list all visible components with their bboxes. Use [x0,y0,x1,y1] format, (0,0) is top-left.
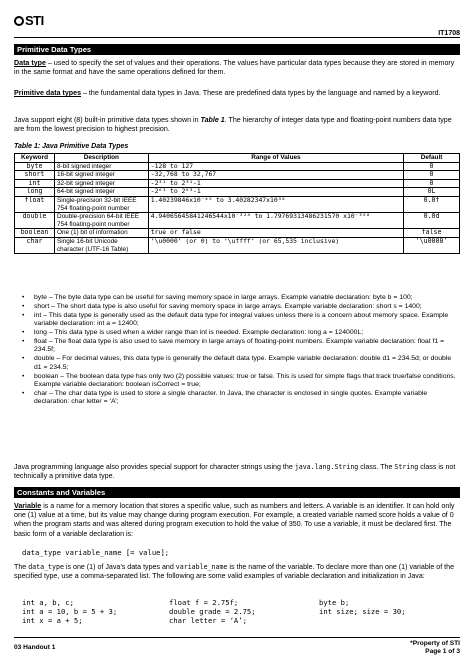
cell-default: 0 [404,171,460,180]
cell-keyword: byte [15,162,55,171]
declaration-syntax: data_type variable_name [= value]; [22,548,170,557]
text-decl-b: is one (1) of Java’s data types and [63,563,176,571]
page-number: Page 1 of 3 [425,648,460,655]
section-title-primitive: Primitive Data Types [14,44,460,55]
example-cell: double grade = 2.75; [169,607,256,616]
code-variable-name: variable_name [175,563,228,571]
text-data-type: – used to specify the set of values and their operations. The values have particular data types because they are stored in memory in the same format and have the same operations defined for them. [14,59,455,77]
text-decl-a: The [14,563,29,571]
cell-range: -2³¹ to 2³¹-1 [148,179,403,188]
declaration-examples [22,598,462,625]
cell-range: -32,768 to 32,767 [148,171,403,180]
handout-label: 03 Handout 1 [14,644,56,651]
list-item: • long – This data type is used when a wider range than int is needed. Example declaration: long a = 124000L; [22,329,460,337]
cell-description: 64-bit signed integer [54,188,148,197]
code-string: String [394,463,419,471]
table-caption: Table 1: Java Primitive Data Types [14,143,129,150]
example-cell: int a = 10, b = 5 + 3; [22,607,118,616]
example-cell: int a, b, c; [22,598,74,607]
table-row [15,237,460,253]
cell-description: 16-bit signed integer [54,171,148,180]
cell-default: 0.0f [404,196,460,212]
cell-default: 0 [404,162,460,171]
table-reference: Table 1 [200,116,225,124]
paragraph-data-type [14,59,460,77]
paragraph-java-support [14,116,460,134]
data-types-table [14,153,460,254]
cell-default: 0 [404,179,460,188]
cell-keyword: double [15,213,55,229]
header-description: Description [54,154,148,163]
cell-range: 1.40239846x10⁻⁴⁵ to 3.40282347x10³⁸ [148,196,403,212]
header-rule [14,37,460,38]
table-row [15,171,460,180]
cell-range: -128 to 127 [148,162,403,171]
cell-range: ‘\u0000’ (or 0) to ‘\uffff’ (or 65,535 inclusive) [148,237,403,253]
cell-keyword: short [15,171,55,180]
table-header-row [15,154,460,163]
cell-keyword: int [15,179,55,188]
list-item: • short – The short data type is also useful for saving memory space in large arrays. Example variable declaration: short s = 1400; [22,303,460,311]
example-cell: char letter = ‘A’; [169,616,247,625]
example-cell [319,616,459,625]
table-row [15,213,460,229]
text-string-a: Java programming language also provides special support for character strings using the [14,463,295,471]
paragraph-primitive [14,89,460,98]
list-item: • byte – The byte data type can be useful for saving memory space in large arrays. Example variable declaration: byte b = 100; [22,294,460,302]
cell-description: Single-precision 32-bit IEEE 754 floating-point number [54,196,148,212]
footer-rule [14,637,460,638]
term-primitive: Primitive data types [14,89,82,97]
example-row [22,616,462,625]
table-row [15,196,460,212]
cell-range: true or false [148,229,403,238]
paragraph-variable [14,502,460,539]
table-row [15,162,460,171]
header [14,10,460,37]
cell-keyword: long [15,188,55,197]
cell-description: One (1) bit of information [54,229,148,238]
list-item: • boolean – The boolean data type has only two (2) possible values: true or false. This is used for simple flags that track true/false conditions. Example variable declaration: boolean isCorrect = true; [22,373,460,390]
section-title-constants: Constants and Variables [14,487,460,498]
logo-icon [14,16,24,26]
text-string-b: class. The [358,463,395,471]
table-row [15,179,460,188]
header-range: Range of Values [148,154,403,163]
list-item: • int – This data type is generally used as the default data type for integral values unless there is a concern about memory space. Example variable declaration: int a = 12400; [22,312,460,329]
footer-right [410,640,460,656]
course-code: IT1708 [438,30,460,37]
cell-description: Single 16-bit Unicode character (UTF-16 Table) [54,237,148,253]
header-default: Default [404,154,460,163]
example-cell: float f = 2.75f; [169,598,239,607]
cell-default: false [404,229,460,238]
example-row [22,607,462,616]
text-primitive: – the fundamental data types in Java. These are predefined data types by the language and named by a keyword. [81,89,441,97]
code-data-type: data_type [28,563,64,571]
list-item: • float – The float data type is also used to save memory in large arrays of floating-point numbers. Example variable declaration: float f1 = 234.5f; [22,338,460,355]
header-keyword: Keyword [15,154,55,163]
paragraph-declaration [14,563,460,581]
cell-keyword: float [15,196,55,212]
term-data-type: Data type [14,59,46,67]
type-bullet-list [22,294,460,407]
text-string-c: class is not technically a primitive data type. [14,463,456,481]
text-variable: is a name for a memory location that stores a specific value, such as numbers and letters. A variable is an identifier. It can hold only one (1) value at a time, but its value may change during program execution. For example, a created variable named score holds a value of 0 when the program starts and was altered during program execution to hold the value of 350. To use a variable, it must be declared first. The basic form of a variable declaration is: [14,502,455,538]
cell-keyword: boolean [15,229,55,238]
term-variable: Variable [14,502,42,510]
list-item: • char – The char data type is used to store a single character. In Java, the character is enclosed in single quotes. Example variable declaration: char letter = ‘A’; [22,390,460,407]
cell-description: 32-bit signed integer [54,179,148,188]
cell-default: ‘\u0000’ [404,237,460,253]
list-item: • double – For decimal values, this data type is generally the default data type. Example variable declaration: double d1 = 234.5d; or double d1 = 234.5; [22,355,460,372]
logo-text: STI [25,13,44,28]
example-row [22,598,462,607]
sti-logo [14,13,44,28]
example-cell: int x = a + 5; [22,616,83,625]
cell-range: -2⁶³ to 2⁶³-1 [148,188,403,197]
paragraph-string-note [14,463,460,481]
cell-keyword: char [15,237,55,253]
text-decl-c: is the name of the variable. To declare more than one (1) variable of the specified type, use a comma-separated list. The following are some valid examples of variable declaration and initialization in Java: [14,563,455,581]
cell-default: 0.0d [404,213,460,229]
text-support-b: . The hierarchy of integer data type and floating-point numbers data type are from the lowest precision to highest precision. [14,116,452,134]
cell-range: 4.94065645841246544x10⁻³²⁴ to 1.79769313486231570 x10⁻³⁰⁸ [148,213,403,229]
cell-description: Double-precision 64-bit IEEE 754 floating-point number [54,213,148,229]
cell-default: 0L [404,188,460,197]
example-cell: byte b; [319,598,350,607]
example-cell: int size; size = 30; [319,607,406,616]
code-java-lang-string: java.lang.String [294,463,359,471]
text-support-a: Java support eight (8) built-in primitive data types shown in [14,116,201,124]
property-label: *Property of STI [410,640,460,647]
cell-description: 8-bit signed integer [54,162,148,171]
